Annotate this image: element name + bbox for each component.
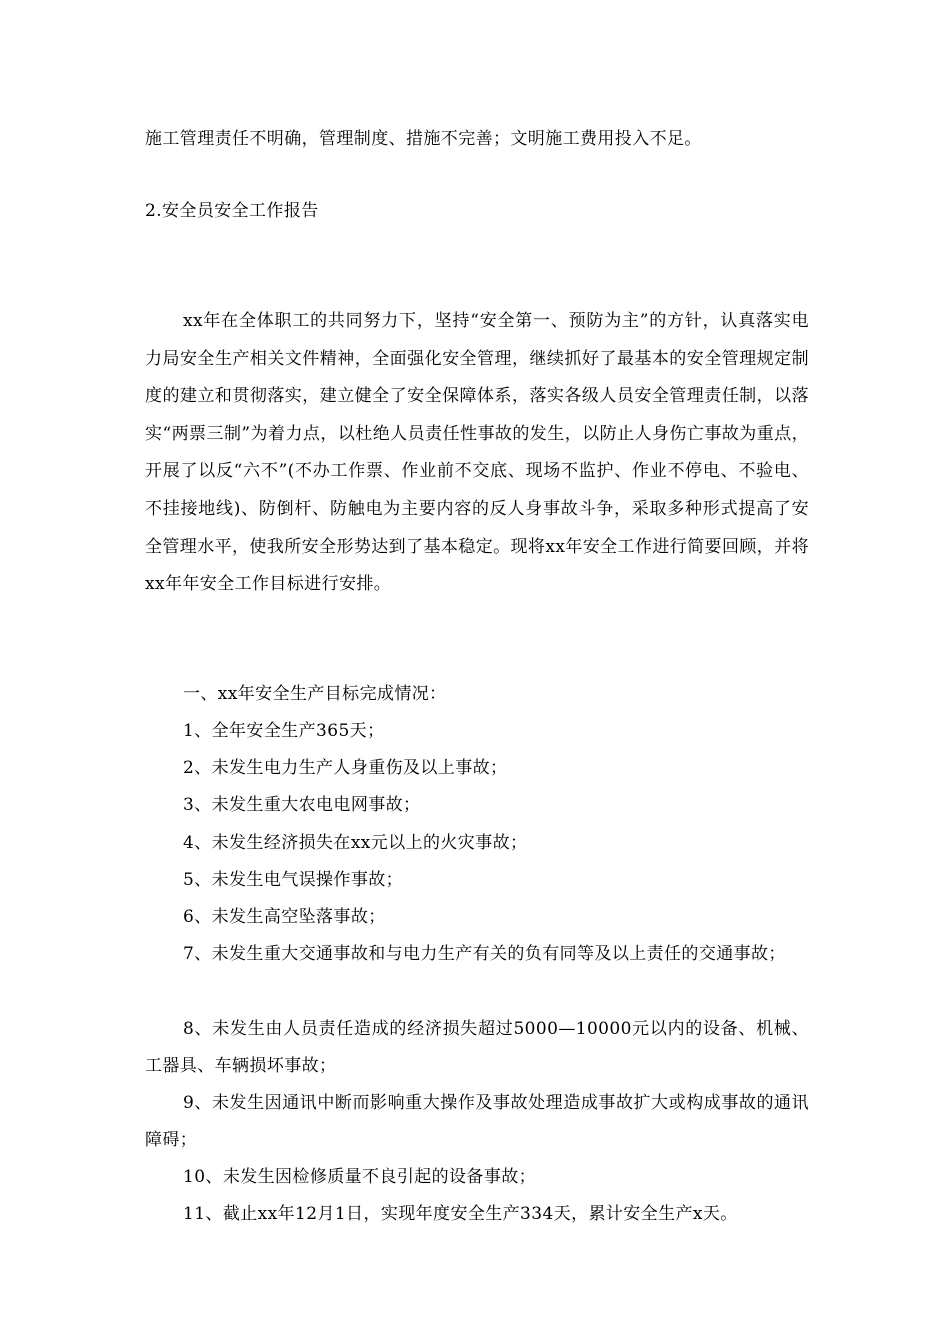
list-item: 2、未发生电力生产人身重伤及以上事故； — [183, 758, 508, 778]
list-item: 6、未发生高空坠落事故； — [183, 907, 386, 927]
list-item: 8、未发生由人员责任造成的经济损失超过5000—10000元以内的设备、机械、工器具、车辆损坏事故； — [145, 1019, 809, 1077]
list-item: 3、未发生重大农电电网事故； — [183, 795, 421, 815]
list-item: 10、未发生因检修质量不良引起的设备事故； — [183, 1167, 537, 1187]
top-line: 施工管理责任不明确，管理制度、措施不完善；文明施工费用投入不足。 — [145, 129, 702, 149]
list-item: 9、未发生因通讯中断而影响重大操作及事故处理造成事故扩大或构成事故的通讯障碍； — [145, 1093, 809, 1151]
subheading: 一、xx年安全生产目标完成情况： — [183, 684, 447, 704]
intro-paragraph: xx年在全体职工的共同努力下，坚持“安全第一、预防为主”的方针，认真落实电力局安全生产相关文件精神，全面强化安全管理，继续抓好了最基本的安全管理规定制度的建立和贯彻落实，建立健全了安全保障体系，落实各级人员安全管理责任制，以落实“两票三制”为着力点，以杜绝人员责任性事故的发生，以防止人身伤亡事故为重点，开展了以反“六不”(不办工作票、作业前不交底、现场不监护、作业不停电、不验电、不挂接地线)、防倒杆、防触电为主要内容的反人身事故斗争，采取多种形式提高了安全管理水平，使我所安全形势达到了基本稳定。现将xx年安全工作进行简要回顾，并将xx年年安全工作目标进行安排。 — [145, 311, 809, 595]
list-item: 4、未发生经济损失在xx元以上的火灾事故； — [183, 833, 528, 853]
list-item: 5、未发生电气误操作事故； — [183, 870, 404, 890]
list-item: 7、未发生重大交通事故和与电力生产有关的负有同等及以上责任的交通事故； — [183, 944, 786, 964]
section-heading: 2.安全员安全工作报告 — [145, 201, 319, 221]
list-item: 1、全年安全生产365天； — [183, 721, 385, 741]
list-item: 11、截止xx年12月1日，实现年度安全生产334天，累计安全生产x天。 — [183, 1204, 738, 1224]
